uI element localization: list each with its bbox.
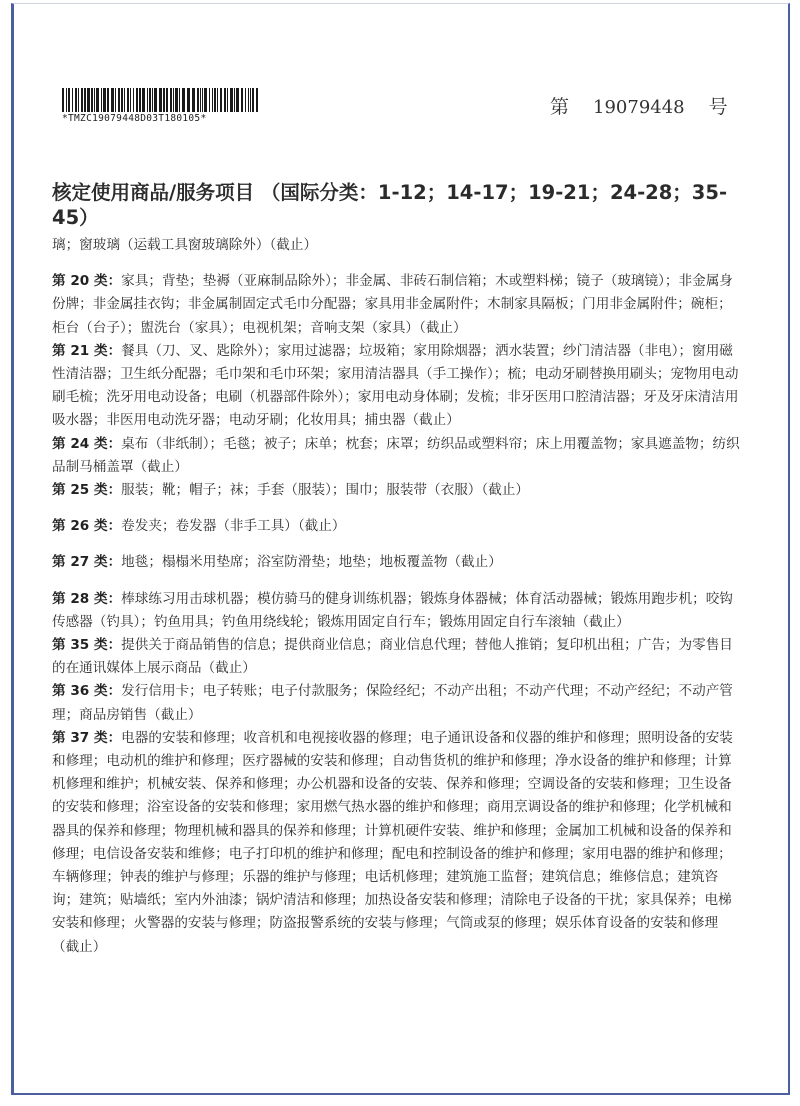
- barcode-bar: [170, 88, 172, 112]
- barcode-bar: [214, 88, 216, 112]
- barcode-bar: [173, 88, 174, 112]
- section-title: 核定使用商品/服务项目 （国际分类：1-12；14-17；19-21；24-28；35-45）: [52, 181, 728, 229]
- barcode-bar: [75, 88, 77, 112]
- barcode-bar: [227, 88, 228, 112]
- class-text: 发行信用卡；电子转账；电子付款服务；保险经纪；不动产出租；不动产代理；不动产经纪；不动产管理；商品房销售（截止）: [52, 683, 733, 723]
- barcode-bar: [87, 88, 90, 112]
- barcode-bar: [147, 88, 148, 112]
- barcode-bar: [142, 88, 145, 112]
- barcode-bar: [78, 88, 79, 112]
- barcode-bar: [149, 88, 151, 112]
- barcode-bar: [192, 88, 195, 112]
- barcode-bar: [175, 88, 178, 112]
- class-label: 第 25 类：: [52, 482, 122, 499]
- number-value: 19079448: [593, 97, 685, 118]
- barcode-bar: [200, 88, 201, 112]
- class-item: [52, 479, 744, 502]
- class-text: 家具；背垫；垫褥（亚麻制品除外）；非金属、非砖石制信箱；木或塑料梯；镜子（玻璃镜）；非金属身份牌；非金属挂衣钩；非金属制固定式毛巾分配器；家具用非金属附件；木制家具隔板；门用非金属附件；碗柜；柜台（台子）；盥洗台（家具）；电视机架；音响支架（家具）（截止）: [52, 273, 733, 336]
- number-prefix: 第: [550, 96, 570, 118]
- barcode-bar: [133, 88, 134, 112]
- barcode-bar: [130, 88, 131, 112]
- barcode-bar: [179, 88, 180, 112]
- barcode-bar: [136, 88, 138, 112]
- barcode-bar: [236, 88, 239, 112]
- class-text: 服装；靴；帽子；袜；手套（服装）；围巾；服装带（衣服）（截止）: [121, 482, 529, 499]
- barcode-bar: [252, 88, 254, 112]
- barcode-bar: [111, 88, 114, 112]
- class-item: [52, 588, 744, 634]
- barcode-bar: [234, 88, 235, 112]
- class-item: [52, 340, 744, 433]
- barcode-bar: [202, 88, 203, 112]
- barcode-bar: [217, 88, 218, 112]
- barcode-bar: [121, 88, 123, 112]
- barcode-bar: [101, 88, 102, 112]
- barcode-bar: [84, 88, 86, 112]
- class-item: [52, 270, 744, 340]
- class-item: [52, 515, 744, 538]
- barcode-bar: [241, 88, 243, 112]
- barcode-bar: [103, 88, 106, 112]
- barcode-bar: [248, 88, 249, 112]
- barcode-bar: [118, 88, 120, 112]
- class-label: 第 20 类：: [52, 273, 122, 290]
- class-label: 第 36 类：: [52, 683, 122, 700]
- barcode-bar: [115, 88, 116, 112]
- barcode-bar: [212, 88, 213, 112]
- barcode-bar: [166, 88, 168, 112]
- continuation-text: 璃；窗玻璃（运载工具窗玻璃除外）（截止）: [52, 237, 318, 253]
- barcode-bar: [220, 88, 222, 112]
- barcode-bar: [81, 88, 83, 112]
- class-text: 电器的安装和修理；收音机和电视接收器的修理；电子通讯设备和仪器的维护和修理；照明设备的安装和修理；电动机的维护和修理；医疗器械的安装和修理；自动售货机的维护和修理；净水设备的维护和修理；计算机修理和维护；机械安装、保养和修理；办公机器和设备的安装、保养和修理；空调设备的安装和修理；卫生设备的安装和修理；浴室设备的安装和修理；家用燃气热水器的维护和修理；商用烹调设备的维护和修理；化学机械和器具的保养和修理；物理机械和器具的保养和修理；计算机硬件安装、维护和修理；金属加工机械和设备的保养和修理；电信设备安装和维修；电子打印机的维护和修理；配电和控制设备的维护和修理；家用电器的维护和修理；车辆修理；钟表的维护与修理；乐器的维护与修理；电话机修理；建筑施工监督；建筑信息；维修信息；建筑咨询；建筑；贴墙纸；室内外油漆；锅炉清洁和修理；加热设备安装和修理；清除电子设备的干扰；家具保养；电梯安装和修理；火警器的安装与修理；防盗报警系统的安装与修理；气筒或泵的修理；娱乐体育设备的安装和修理（截止）: [52, 729, 733, 955]
- barcode-bar: [256, 88, 258, 112]
- barcode-bar: [91, 88, 93, 112]
- class-label: 第 21 类：: [52, 342, 122, 359]
- barcode-bar: [96, 88, 99, 112]
- barcode-bar: [124, 88, 125, 112]
- barcode-bar: [66, 88, 67, 112]
- barcode-bar: [204, 88, 207, 112]
- barcode-bar: [94, 88, 95, 112]
- class-label: 第 35 类：: [52, 637, 122, 654]
- class-label: 第 27 类：: [52, 554, 122, 571]
- barcode-bar: [127, 88, 129, 112]
- class-text: 地毯；榻榻米用垫席；浴室防滑垫；地垫；地板覆盖物（截止）: [121, 554, 502, 571]
- class-item: [52, 634, 744, 680]
- class-text: 桌布（非纸制）；毛毯；被子；床单；枕套；床罩；纺织品或塑料帘；床上用覆盖物；家具遮盖物；纺织品制马桶盖罩（截止）: [52, 435, 740, 475]
- barcode-bar: [159, 88, 162, 112]
- barcode-bar: [107, 88, 109, 112]
- barcode-bar: [62, 88, 64, 112]
- barcode-bar: [250, 88, 251, 112]
- number-suffix: 号: [708, 96, 728, 118]
- class-text: 棒球练习用击球机器；模仿骑马的健身训练机器；锻炼身体器械；体育活动器械；锻炼用跑步机；咬钩传感器（钓具）；钓鱼用具；钓鱼用绕线轮；锻炼用固定自行车；锻炼用固定自行车滚轴（截止）: [52, 590, 733, 630]
- barcode-bar: [163, 88, 165, 112]
- barcode-bar: [187, 88, 190, 112]
- class-item: [52, 433, 744, 479]
- goods-services-list: [52, 234, 744, 959]
- barcode-image: [62, 88, 258, 112]
- class-item: [52, 727, 744, 959]
- class-label: 第 24 类：: [52, 435, 122, 452]
- barcode-bar: [224, 88, 226, 112]
- barcode-bar: [197, 88, 199, 112]
- barcode-bar: [154, 88, 157, 112]
- class-text: 提供关于商品销售的信息；提供商业信息；商业信息代理；替他人推销；复印机出租；广告；为零售目的在通讯媒体上展示商品（截止）: [52, 637, 733, 677]
- class-item: [52, 680, 744, 726]
- barcode-bar: [245, 88, 246, 112]
- barcode-caption: *TMZC19079448D03T180105*: [62, 113, 207, 124]
- barcode-bar: [182, 88, 185, 112]
- class-item: [52, 551, 744, 574]
- barcode-bar: [68, 88, 70, 112]
- class-text: 卷发夹；卷发器（非手工具）（截止）: [121, 518, 346, 535]
- barcode-bar: [209, 88, 210, 112]
- barcode-bar: [152, 88, 153, 112]
- registration-number: [550, 92, 728, 119]
- barcode-bar: [230, 88, 233, 112]
- barcode-bar: [139, 88, 141, 112]
- barcode-bar: [72, 88, 73, 112]
- class-text: 餐具（刀、叉、匙除外）；家用过滤器；垃圾箱；家用除烟器；洒水装置；纱门清洁器（非电）；窗用磁性清洁器；卫生纸分配器；毛巾架和毛巾环架；家用清洁器具（手工操作）；梳；电动牙刷替换用刷头；宠物用电动刷毛梳；洗牙用电动设备；电刷（机器部件除外）；家用电动身体刷；发梳；非牙医用口腔清洁器；牙及牙床清洁用吸水器；非医用电动洗牙器；电动牙刷；化妆用具；捕虫器（截止）: [52, 342, 739, 429]
- class-label: 第 37 类：: [52, 729, 122, 746]
- class-label: 第 28 类：: [52, 590, 122, 607]
- class-label: 第 26 类：: [52, 518, 122, 535]
